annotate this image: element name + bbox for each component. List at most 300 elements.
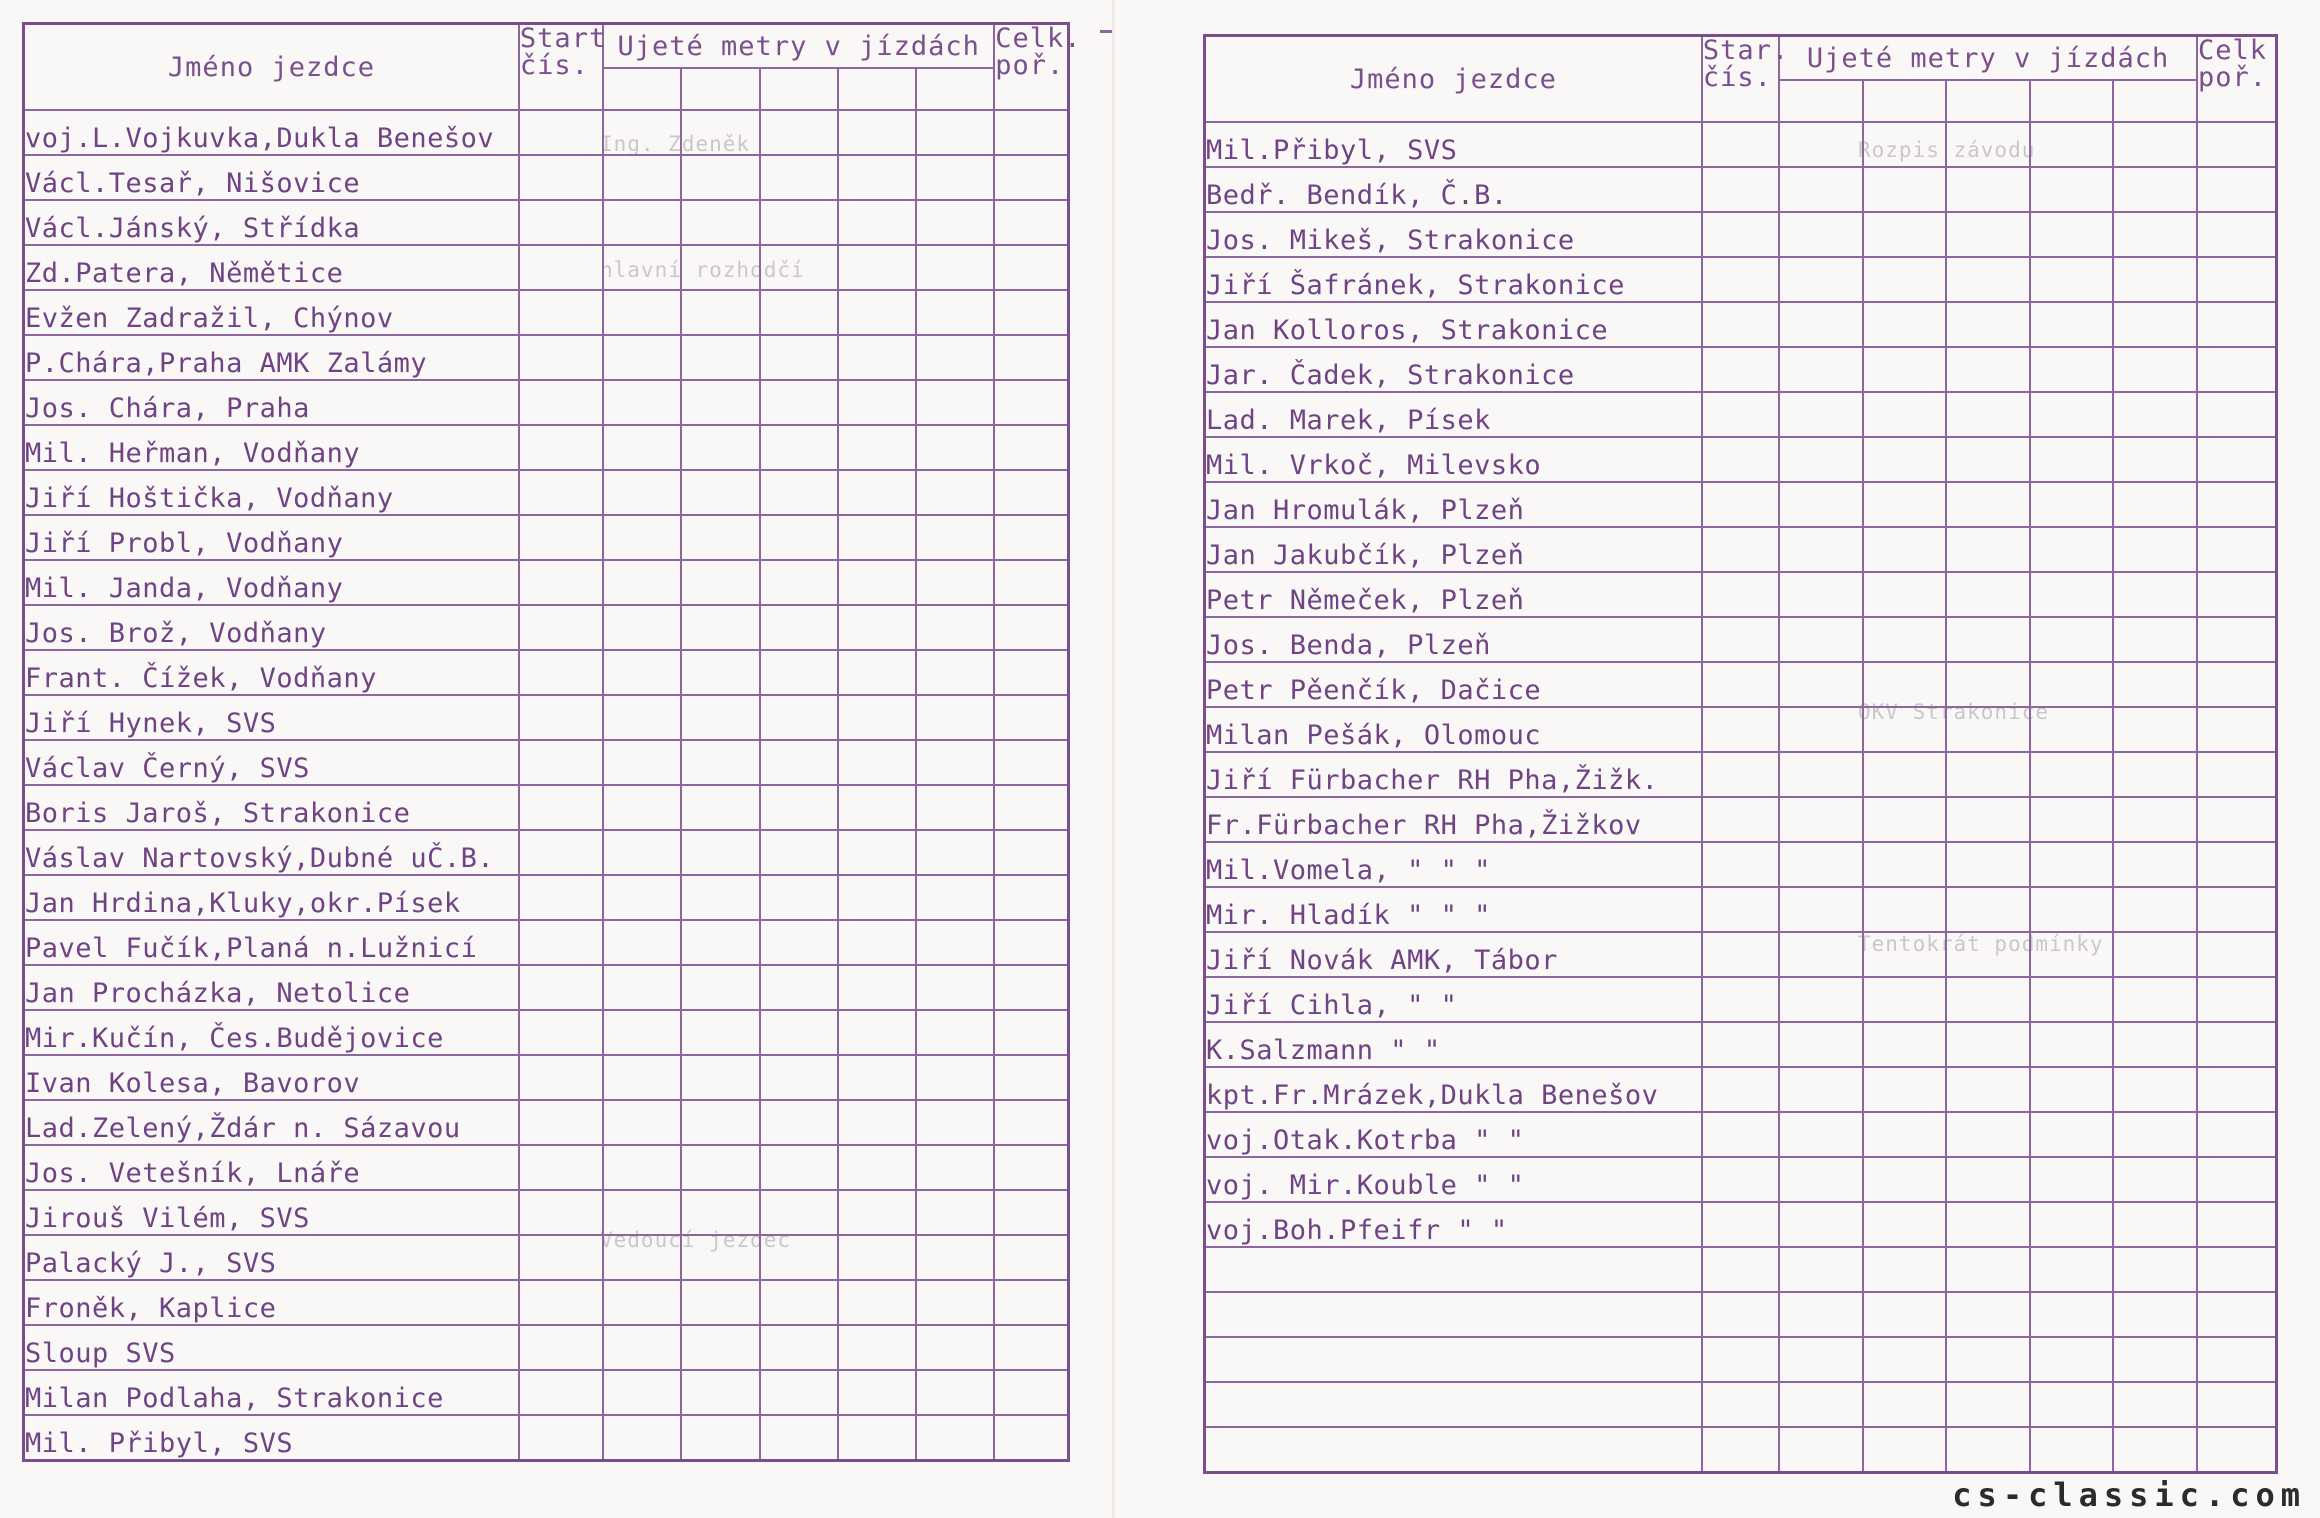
ride-1-meters-cell[interactable] bbox=[1779, 1247, 1863, 1292]
ride-5-meters-cell[interactable] bbox=[2113, 1067, 2197, 1112]
start-number-cell[interactable] bbox=[1702, 887, 1779, 932]
total-rank-cell[interactable] bbox=[2197, 1427, 2276, 1472]
ride-2-meters-cell[interactable] bbox=[1863, 1022, 1947, 1067]
ride-3-meters-cell[interactable] bbox=[1946, 842, 2030, 887]
ride-3-meters-cell[interactable] bbox=[760, 245, 838, 290]
ride-4-meters-cell[interactable] bbox=[2030, 437, 2114, 482]
start-number-cell[interactable] bbox=[519, 1100, 603, 1145]
start-number-cell[interactable] bbox=[519, 875, 603, 920]
ride-4-meters-cell[interactable] bbox=[2030, 842, 2114, 887]
start-number-cell[interactable] bbox=[519, 515, 603, 560]
ride-1-meters-cell[interactable] bbox=[1779, 212, 1863, 257]
ride-1-meters-cell[interactable] bbox=[1779, 842, 1863, 887]
ride-5-meters-cell[interactable] bbox=[2113, 347, 2197, 392]
ride-1-meters-cell[interactable] bbox=[1779, 617, 1863, 662]
ride-2-meters-cell[interactable] bbox=[681, 1100, 759, 1145]
ride-5-meters-cell[interactable] bbox=[2113, 617, 2197, 662]
total-rank-cell[interactable] bbox=[2197, 572, 2276, 617]
ride-2-meters-cell[interactable] bbox=[1863, 257, 1947, 302]
total-rank-cell[interactable] bbox=[2197, 752, 2276, 797]
ride-1-meters-cell[interactable] bbox=[1779, 1067, 1863, 1112]
ride-3-meters-cell[interactable] bbox=[760, 290, 838, 335]
ride-1-meters-cell[interactable] bbox=[1779, 1157, 1863, 1202]
start-number-cell[interactable] bbox=[519, 200, 603, 245]
ride-3-meters-cell[interactable] bbox=[1946, 437, 2030, 482]
start-number-cell[interactable] bbox=[1702, 302, 1779, 347]
ride-5-meters-cell[interactable] bbox=[916, 1370, 994, 1415]
ride-1-meters-cell[interactable] bbox=[1779, 437, 1863, 482]
ride-2-meters-cell[interactable] bbox=[1863, 1112, 1947, 1157]
ride-3-meters-cell[interactable] bbox=[760, 740, 838, 785]
ride-4-meters-cell[interactable] bbox=[838, 785, 916, 830]
ride-1-meters-cell[interactable] bbox=[1779, 662, 1863, 707]
total-rank-cell[interactable] bbox=[2197, 617, 2276, 662]
start-number-cell[interactable] bbox=[519, 335, 603, 380]
total-rank-cell[interactable] bbox=[2197, 932, 2276, 977]
ride-3-meters-cell[interactable] bbox=[1946, 482, 2030, 527]
ride-5-meters-cell[interactable] bbox=[916, 965, 994, 1010]
ride-3-meters-cell[interactable] bbox=[1946, 887, 2030, 932]
ride-2-meters-cell[interactable] bbox=[681, 200, 759, 245]
ride-3-meters-cell[interactable] bbox=[760, 1370, 838, 1415]
ride-4-meters-cell[interactable] bbox=[2030, 752, 2114, 797]
ride-4-meters-cell[interactable] bbox=[2030, 1247, 2114, 1292]
ride-2-meters-cell[interactable] bbox=[681, 605, 759, 650]
ride-2-meters-cell[interactable] bbox=[681, 1280, 759, 1325]
ride-5-meters-cell[interactable] bbox=[2113, 1427, 2197, 1472]
ride-3-meters-cell[interactable] bbox=[760, 155, 838, 200]
ride-4-meters-cell[interactable] bbox=[2030, 932, 2114, 977]
total-rank-cell[interactable] bbox=[994, 425, 1068, 470]
ride-2-meters-cell[interactable] bbox=[1863, 122, 1947, 167]
ride-1-meters-cell[interactable] bbox=[603, 335, 681, 380]
ride-4-meters-cell[interactable] bbox=[2030, 1022, 2114, 1067]
ride-3-meters-cell[interactable] bbox=[760, 1280, 838, 1325]
ride-4-meters-cell[interactable] bbox=[838, 1415, 916, 1460]
total-rank-cell[interactable] bbox=[2197, 1157, 2276, 1202]
ride-1-meters-cell[interactable] bbox=[603, 1415, 681, 1460]
ride-5-meters-cell[interactable] bbox=[2113, 887, 2197, 932]
ride-3-meters-cell[interactable] bbox=[1946, 707, 2030, 752]
ride-2-meters-cell[interactable] bbox=[1863, 842, 1947, 887]
ride-3-meters-cell[interactable] bbox=[760, 965, 838, 1010]
ride-5-meters-cell[interactable] bbox=[2113, 122, 2197, 167]
ride-2-meters-cell[interactable] bbox=[681, 245, 759, 290]
start-number-cell[interactable] bbox=[1702, 797, 1779, 842]
ride-5-meters-cell[interactable] bbox=[916, 875, 994, 920]
total-rank-cell[interactable] bbox=[994, 380, 1068, 425]
total-rank-cell[interactable] bbox=[994, 650, 1068, 695]
total-rank-cell[interactable] bbox=[2197, 1337, 2276, 1382]
ride-3-meters-cell[interactable] bbox=[760, 695, 838, 740]
ride-2-meters-cell[interactable] bbox=[1863, 887, 1947, 932]
ride-4-meters-cell[interactable] bbox=[838, 650, 916, 695]
ride-5-meters-cell[interactable] bbox=[2113, 707, 2197, 752]
total-rank-cell[interactable] bbox=[994, 245, 1068, 290]
ride-2-meters-cell[interactable] bbox=[1863, 167, 1947, 212]
ride-1-meters-cell[interactable] bbox=[603, 155, 681, 200]
ride-5-meters-cell[interactable] bbox=[916, 425, 994, 470]
ride-3-meters-cell[interactable] bbox=[760, 380, 838, 425]
ride-5-meters-cell[interactable] bbox=[2113, 842, 2197, 887]
ride-5-meters-cell[interactable] bbox=[2113, 1202, 2197, 1247]
total-rank-cell[interactable] bbox=[994, 1280, 1068, 1325]
start-number-cell[interactable] bbox=[519, 1415, 603, 1460]
ride-3-meters-cell[interactable] bbox=[760, 110, 838, 155]
ride-1-meters-cell[interactable] bbox=[603, 740, 681, 785]
ride-2-meters-cell[interactable] bbox=[681, 335, 759, 380]
ride-1-meters-cell[interactable] bbox=[603, 515, 681, 560]
ride-4-meters-cell[interactable] bbox=[838, 830, 916, 875]
ride-3-meters-cell[interactable] bbox=[760, 560, 838, 605]
ride-3-meters-cell[interactable] bbox=[760, 335, 838, 380]
ride-4-meters-cell[interactable] bbox=[2030, 1067, 2114, 1112]
ride-4-meters-cell[interactable] bbox=[838, 380, 916, 425]
ride-1-meters-cell[interactable] bbox=[603, 425, 681, 470]
start-number-cell[interactable] bbox=[1702, 977, 1779, 1022]
ride-5-meters-cell[interactable] bbox=[2113, 797, 2197, 842]
ride-5-meters-cell[interactable] bbox=[2113, 482, 2197, 527]
start-number-cell[interactable] bbox=[519, 290, 603, 335]
ride-1-meters-cell[interactable] bbox=[603, 470, 681, 515]
ride-2-meters-cell[interactable] bbox=[681, 1010, 759, 1055]
start-number-cell[interactable] bbox=[1702, 1112, 1779, 1157]
ride-1-meters-cell[interactable] bbox=[1779, 752, 1863, 797]
ride-2-meters-cell[interactable] bbox=[681, 1370, 759, 1415]
total-rank-cell[interactable] bbox=[994, 200, 1068, 245]
ride-5-meters-cell[interactable] bbox=[916, 785, 994, 830]
ride-2-meters-cell[interactable] bbox=[681, 785, 759, 830]
ride-5-meters-cell[interactable] bbox=[916, 605, 994, 650]
ride-1-meters-cell[interactable] bbox=[603, 1055, 681, 1100]
ride-3-meters-cell[interactable] bbox=[1946, 617, 2030, 662]
ride-4-meters-cell[interactable] bbox=[838, 1235, 916, 1280]
ride-2-meters-cell[interactable] bbox=[681, 920, 759, 965]
ride-2-meters-cell[interactable] bbox=[1863, 392, 1947, 437]
ride-3-meters-cell[interactable] bbox=[760, 875, 838, 920]
ride-3-meters-cell[interactable] bbox=[1946, 1247, 2030, 1292]
ride-5-meters-cell[interactable] bbox=[916, 110, 994, 155]
ride-2-meters-cell[interactable] bbox=[1863, 347, 1947, 392]
ride-2-meters-cell[interactable] bbox=[1863, 212, 1947, 257]
start-number-cell[interactable] bbox=[519, 1190, 603, 1235]
start-number-cell[interactable] bbox=[1702, 167, 1779, 212]
ride-3-meters-cell[interactable] bbox=[760, 1010, 838, 1055]
ride-1-meters-cell[interactable] bbox=[603, 1100, 681, 1145]
ride-4-meters-cell[interactable] bbox=[838, 920, 916, 965]
total-rank-cell[interactable] bbox=[2197, 347, 2276, 392]
total-rank-cell[interactable] bbox=[2197, 257, 2276, 302]
start-number-cell[interactable] bbox=[1702, 347, 1779, 392]
ride-5-meters-cell[interactable] bbox=[2113, 932, 2197, 977]
ride-3-meters-cell[interactable] bbox=[1946, 1157, 2030, 1202]
start-number-cell[interactable] bbox=[519, 245, 603, 290]
ride-2-meters-cell[interactable] bbox=[681, 1325, 759, 1370]
ride-2-meters-cell[interactable] bbox=[1863, 1292, 1947, 1337]
total-rank-cell[interactable] bbox=[994, 695, 1068, 740]
ride-1-meters-cell[interactable] bbox=[603, 380, 681, 425]
total-rank-cell[interactable] bbox=[994, 1235, 1068, 1280]
total-rank-cell[interactable] bbox=[2197, 707, 2276, 752]
ride-4-meters-cell[interactable] bbox=[2030, 1427, 2114, 1472]
ride-5-meters-cell[interactable] bbox=[916, 245, 994, 290]
ride-3-meters-cell[interactable] bbox=[1946, 302, 2030, 347]
start-number-cell[interactable] bbox=[1702, 662, 1779, 707]
start-number-cell[interactable] bbox=[519, 1145, 603, 1190]
ride-1-meters-cell[interactable] bbox=[1779, 887, 1863, 932]
ride-4-meters-cell[interactable] bbox=[2030, 617, 2114, 662]
ride-3-meters-cell[interactable] bbox=[760, 1145, 838, 1190]
total-rank-cell[interactable] bbox=[994, 1415, 1068, 1460]
total-rank-cell[interactable] bbox=[994, 1325, 1068, 1370]
ride-2-meters-cell[interactable] bbox=[1863, 932, 1947, 977]
ride-5-meters-cell[interactable] bbox=[2113, 1112, 2197, 1157]
ride-2-meters-cell[interactable] bbox=[1863, 1157, 1947, 1202]
ride-4-meters-cell[interactable] bbox=[838, 200, 916, 245]
ride-1-meters-cell[interactable] bbox=[1779, 482, 1863, 527]
total-rank-cell[interactable] bbox=[2197, 662, 2276, 707]
ride-5-meters-cell[interactable] bbox=[916, 1190, 994, 1235]
total-rank-cell[interactable] bbox=[2197, 1202, 2276, 1247]
ride-2-meters-cell[interactable] bbox=[681, 515, 759, 560]
ride-4-meters-cell[interactable] bbox=[2030, 167, 2114, 212]
ride-3-meters-cell[interactable] bbox=[1946, 662, 2030, 707]
start-number-cell[interactable] bbox=[1702, 707, 1779, 752]
start-number-cell[interactable] bbox=[519, 425, 603, 470]
ride-2-meters-cell[interactable] bbox=[1863, 1382, 1947, 1427]
ride-1-meters-cell[interactable] bbox=[603, 290, 681, 335]
ride-2-meters-cell[interactable] bbox=[1863, 1427, 1947, 1472]
ride-1-meters-cell[interactable] bbox=[1779, 1292, 1863, 1337]
ride-2-meters-cell[interactable] bbox=[681, 1055, 759, 1100]
ride-4-meters-cell[interactable] bbox=[2030, 1112, 2114, 1157]
start-number-cell[interactable] bbox=[1702, 932, 1779, 977]
total-rank-cell[interactable] bbox=[994, 1145, 1068, 1190]
ride-1-meters-cell[interactable] bbox=[603, 200, 681, 245]
ride-1-meters-cell[interactable] bbox=[1779, 347, 1863, 392]
ride-4-meters-cell[interactable] bbox=[2030, 122, 2114, 167]
start-number-cell[interactable] bbox=[1702, 212, 1779, 257]
ride-3-meters-cell[interactable] bbox=[760, 605, 838, 650]
ride-1-meters-cell[interactable] bbox=[603, 1280, 681, 1325]
ride-1-meters-cell[interactable] bbox=[1779, 1112, 1863, 1157]
start-number-cell[interactable] bbox=[519, 110, 603, 155]
start-number-cell[interactable] bbox=[519, 1055, 603, 1100]
ride-4-meters-cell[interactable] bbox=[2030, 707, 2114, 752]
start-number-cell[interactable] bbox=[1702, 752, 1779, 797]
ride-1-meters-cell[interactable] bbox=[1779, 527, 1863, 572]
ride-1-meters-cell[interactable] bbox=[1779, 977, 1863, 1022]
ride-4-meters-cell[interactable] bbox=[838, 335, 916, 380]
ride-4-meters-cell[interactable] bbox=[2030, 797, 2114, 842]
start-number-cell[interactable] bbox=[519, 695, 603, 740]
ride-4-meters-cell[interactable] bbox=[2030, 392, 2114, 437]
ride-3-meters-cell[interactable] bbox=[1946, 932, 2030, 977]
ride-5-meters-cell[interactable] bbox=[916, 740, 994, 785]
ride-5-meters-cell[interactable] bbox=[2113, 437, 2197, 482]
ride-3-meters-cell[interactable] bbox=[1946, 347, 2030, 392]
ride-5-meters-cell[interactable] bbox=[916, 380, 994, 425]
total-rank-cell[interactable] bbox=[994, 1190, 1068, 1235]
ride-4-meters-cell[interactable] bbox=[2030, 662, 2114, 707]
ride-1-meters-cell[interactable] bbox=[603, 1145, 681, 1190]
ride-4-meters-cell[interactable] bbox=[838, 875, 916, 920]
ride-2-meters-cell[interactable] bbox=[1863, 752, 1947, 797]
ride-2-meters-cell[interactable] bbox=[681, 1190, 759, 1235]
ride-1-meters-cell[interactable] bbox=[1779, 392, 1863, 437]
ride-2-meters-cell[interactable] bbox=[1863, 527, 1947, 572]
ride-4-meters-cell[interactable] bbox=[838, 1010, 916, 1055]
total-rank-cell[interactable] bbox=[2197, 1022, 2276, 1067]
ride-2-meters-cell[interactable] bbox=[1863, 482, 1947, 527]
ride-4-meters-cell[interactable] bbox=[838, 965, 916, 1010]
ride-2-meters-cell[interactable] bbox=[681, 110, 759, 155]
start-number-cell[interactable] bbox=[1702, 842, 1779, 887]
start-number-cell[interactable] bbox=[1702, 1202, 1779, 1247]
ride-3-meters-cell[interactable] bbox=[760, 1325, 838, 1370]
ride-3-meters-cell[interactable] bbox=[760, 1190, 838, 1235]
ride-1-meters-cell[interactable] bbox=[1779, 1022, 1863, 1067]
total-rank-cell[interactable] bbox=[2197, 842, 2276, 887]
ride-1-meters-cell[interactable] bbox=[603, 695, 681, 740]
ride-1-meters-cell[interactable] bbox=[603, 605, 681, 650]
ride-5-meters-cell[interactable] bbox=[2113, 527, 2197, 572]
ride-4-meters-cell[interactable] bbox=[838, 740, 916, 785]
ride-5-meters-cell[interactable] bbox=[916, 335, 994, 380]
total-rank-cell[interactable] bbox=[2197, 1112, 2276, 1157]
ride-2-meters-cell[interactable] bbox=[681, 1235, 759, 1280]
total-rank-cell[interactable] bbox=[994, 1100, 1068, 1145]
ride-4-meters-cell[interactable] bbox=[838, 605, 916, 650]
ride-4-meters-cell[interactable] bbox=[2030, 977, 2114, 1022]
start-number-cell[interactable] bbox=[519, 605, 603, 650]
ride-1-meters-cell[interactable] bbox=[1779, 707, 1863, 752]
ride-4-meters-cell[interactable] bbox=[2030, 1292, 2114, 1337]
ride-5-meters-cell[interactable] bbox=[916, 155, 994, 200]
ride-1-meters-cell[interactable] bbox=[1779, 167, 1863, 212]
ride-4-meters-cell[interactable] bbox=[2030, 212, 2114, 257]
ride-1-meters-cell[interactable] bbox=[1779, 797, 1863, 842]
ride-5-meters-cell[interactable] bbox=[916, 290, 994, 335]
ride-3-meters-cell[interactable] bbox=[1946, 1382, 2030, 1427]
ride-2-meters-cell[interactable] bbox=[681, 650, 759, 695]
ride-2-meters-cell[interactable] bbox=[1863, 302, 1947, 347]
start-number-cell[interactable] bbox=[519, 740, 603, 785]
start-number-cell[interactable] bbox=[1702, 527, 1779, 572]
start-number-cell[interactable] bbox=[1702, 437, 1779, 482]
start-number-cell[interactable] bbox=[1702, 1157, 1779, 1202]
ride-3-meters-cell[interactable] bbox=[1946, 797, 2030, 842]
ride-3-meters-cell[interactable] bbox=[760, 1055, 838, 1100]
start-number-cell[interactable] bbox=[1702, 1247, 1779, 1292]
ride-5-meters-cell[interactable] bbox=[2113, 1247, 2197, 1292]
total-rank-cell[interactable] bbox=[2197, 1247, 2276, 1292]
ride-2-meters-cell[interactable] bbox=[1863, 1247, 1947, 1292]
total-rank-cell[interactable] bbox=[2197, 122, 2276, 167]
total-rank-cell[interactable] bbox=[994, 470, 1068, 515]
ride-3-meters-cell[interactable] bbox=[1946, 212, 2030, 257]
ride-5-meters-cell[interactable] bbox=[916, 1415, 994, 1460]
total-rank-cell[interactable] bbox=[994, 155, 1068, 200]
start-number-cell[interactable] bbox=[519, 155, 603, 200]
ride-1-meters-cell[interactable] bbox=[1779, 572, 1863, 617]
start-number-cell[interactable] bbox=[1702, 122, 1779, 167]
ride-1-meters-cell[interactable] bbox=[603, 245, 681, 290]
start-number-cell[interactable] bbox=[519, 1235, 603, 1280]
ride-1-meters-cell[interactable] bbox=[1779, 122, 1863, 167]
total-rank-cell[interactable] bbox=[2197, 302, 2276, 347]
start-number-cell[interactable] bbox=[1702, 1067, 1779, 1112]
total-rank-cell[interactable] bbox=[2197, 1292, 2276, 1337]
ride-3-meters-cell[interactable] bbox=[760, 515, 838, 560]
ride-1-meters-cell[interactable] bbox=[1779, 1382, 1863, 1427]
ride-5-meters-cell[interactable] bbox=[916, 470, 994, 515]
start-number-cell[interactable] bbox=[519, 1370, 603, 1415]
ride-3-meters-cell[interactable] bbox=[760, 1235, 838, 1280]
ride-2-meters-cell[interactable] bbox=[1863, 662, 1947, 707]
total-rank-cell[interactable] bbox=[2197, 1382, 2276, 1427]
total-rank-cell[interactable] bbox=[2197, 797, 2276, 842]
start-number-cell[interactable] bbox=[1702, 1022, 1779, 1067]
ride-1-meters-cell[interactable] bbox=[1779, 1202, 1863, 1247]
ride-1-meters-cell[interactable] bbox=[603, 785, 681, 830]
ride-5-meters-cell[interactable] bbox=[2113, 662, 2197, 707]
start-number-cell[interactable] bbox=[1702, 1382, 1779, 1427]
ride-1-meters-cell[interactable] bbox=[603, 1370, 681, 1415]
ride-5-meters-cell[interactable] bbox=[2113, 1157, 2197, 1202]
ride-4-meters-cell[interactable] bbox=[838, 110, 916, 155]
ride-3-meters-cell[interactable] bbox=[760, 1415, 838, 1460]
ride-4-meters-cell[interactable] bbox=[838, 1100, 916, 1145]
ride-2-meters-cell[interactable] bbox=[1863, 572, 1947, 617]
ride-4-meters-cell[interactable] bbox=[2030, 1382, 2114, 1427]
ride-4-meters-cell[interactable] bbox=[838, 290, 916, 335]
ride-5-meters-cell[interactable] bbox=[916, 515, 994, 560]
ride-4-meters-cell[interactable] bbox=[838, 695, 916, 740]
total-rank-cell[interactable] bbox=[2197, 392, 2276, 437]
total-rank-cell[interactable] bbox=[2197, 212, 2276, 257]
total-rank-cell[interactable] bbox=[994, 740, 1068, 785]
start-number-cell[interactable] bbox=[519, 470, 603, 515]
ride-4-meters-cell[interactable] bbox=[838, 425, 916, 470]
ride-2-meters-cell[interactable] bbox=[681, 965, 759, 1010]
ride-2-meters-cell[interactable] bbox=[1863, 617, 1947, 662]
ride-2-meters-cell[interactable] bbox=[681, 470, 759, 515]
ride-4-meters-cell[interactable] bbox=[838, 1370, 916, 1415]
total-rank-cell[interactable] bbox=[994, 830, 1068, 875]
total-rank-cell[interactable] bbox=[2197, 437, 2276, 482]
total-rank-cell[interactable] bbox=[2197, 887, 2276, 932]
ride-2-meters-cell[interactable] bbox=[1863, 1337, 1947, 1382]
ride-5-meters-cell[interactable] bbox=[916, 695, 994, 740]
ride-2-meters-cell[interactable] bbox=[681, 1145, 759, 1190]
ride-3-meters-cell[interactable] bbox=[760, 650, 838, 695]
ride-5-meters-cell[interactable] bbox=[916, 650, 994, 695]
ride-1-meters-cell[interactable] bbox=[1779, 257, 1863, 302]
ride-5-meters-cell[interactable] bbox=[916, 1145, 994, 1190]
ride-3-meters-cell[interactable] bbox=[760, 830, 838, 875]
ride-3-meters-cell[interactable] bbox=[1946, 1067, 2030, 1112]
ride-1-meters-cell[interactable] bbox=[603, 830, 681, 875]
ride-4-meters-cell[interactable] bbox=[2030, 1157, 2114, 1202]
total-rank-cell[interactable] bbox=[2197, 167, 2276, 212]
ride-3-meters-cell[interactable] bbox=[760, 425, 838, 470]
ride-5-meters-cell[interactable] bbox=[916, 1280, 994, 1325]
ride-5-meters-cell[interactable] bbox=[916, 920, 994, 965]
ride-4-meters-cell[interactable] bbox=[838, 515, 916, 560]
start-number-cell[interactable] bbox=[1702, 1337, 1779, 1382]
ride-5-meters-cell[interactable] bbox=[2113, 302, 2197, 347]
